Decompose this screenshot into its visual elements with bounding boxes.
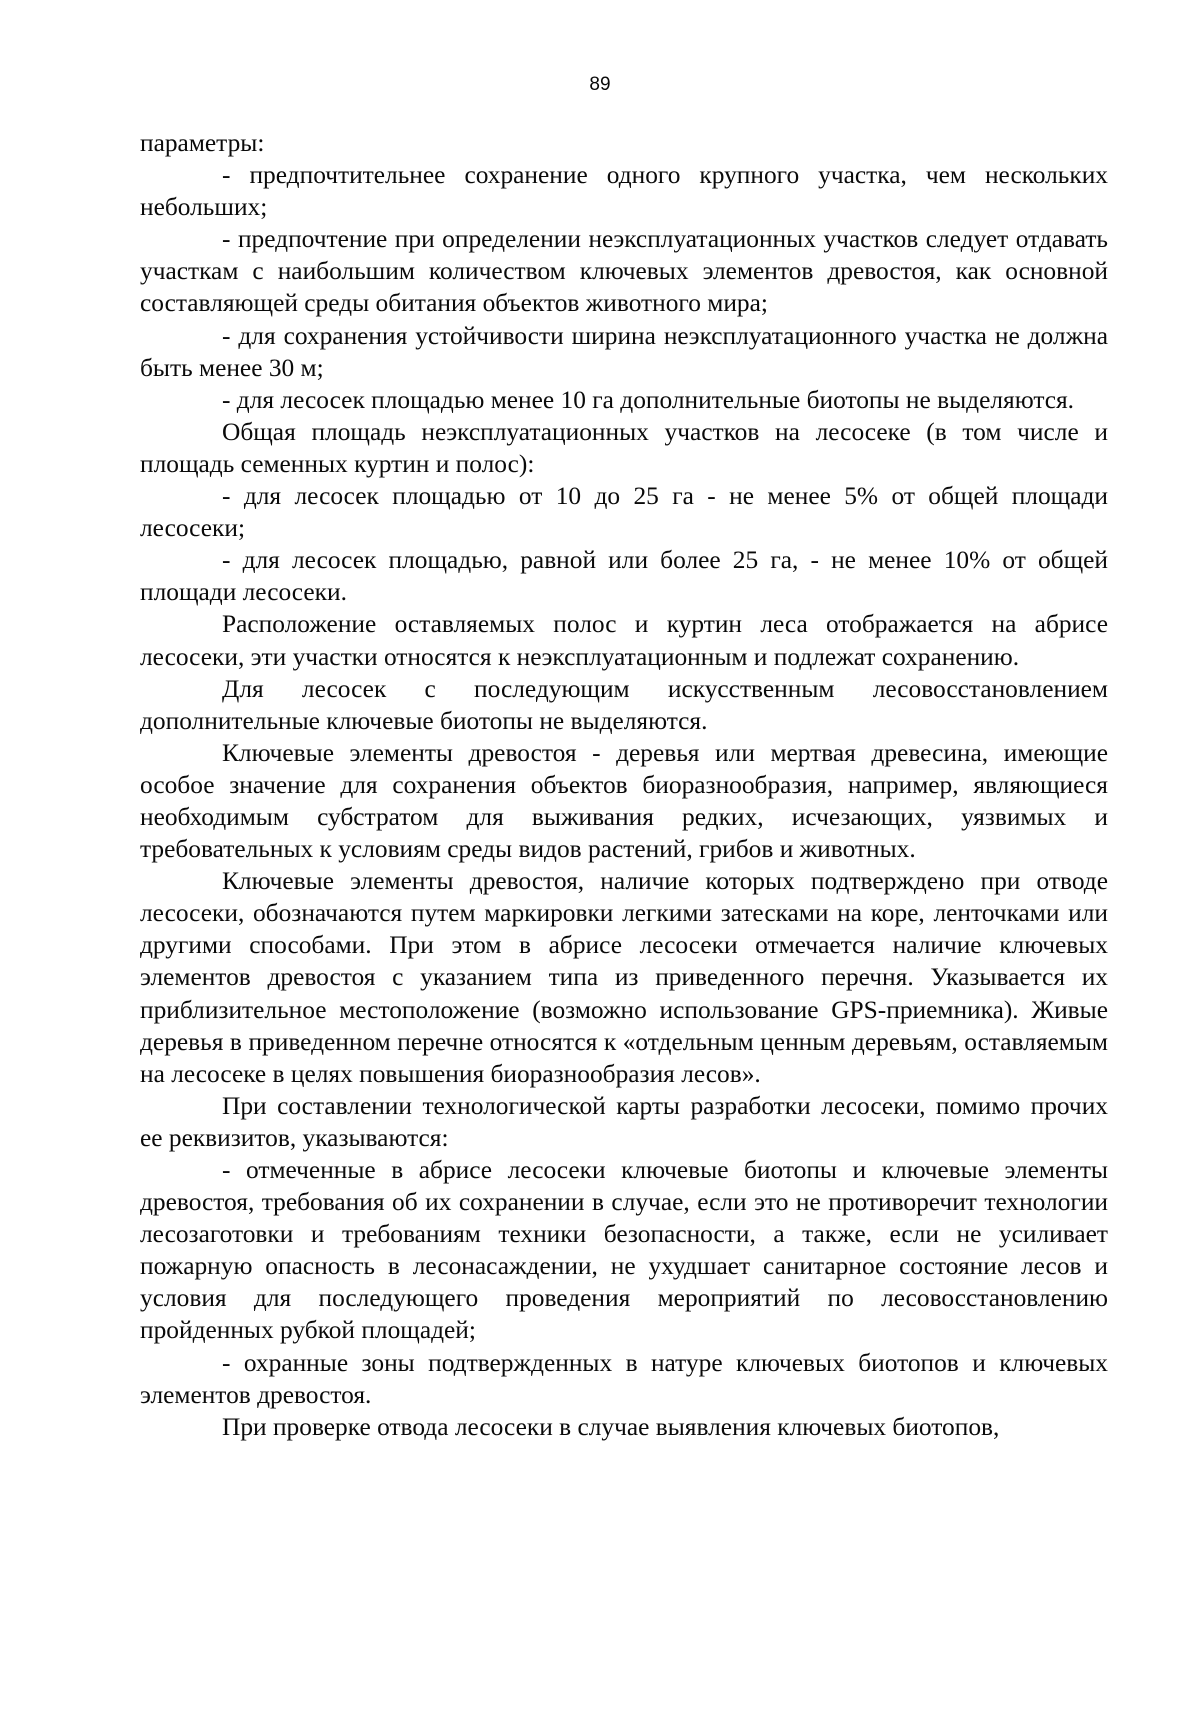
- paragraph-strips-location: Расположение оставляемых полос и куртин леса отображается на абрисе лесосеки, эти участки относятся к неэксплуатационным и подлежат сохранению.: [140, 610, 1108, 671]
- document-body: [140, 127, 1108, 1443]
- page-number: 89: [589, 74, 611, 95]
- list-item-min-width: - для сохранения устойчивости ширина неэксплуатационного участка не должна быть менее 30 м;: [140, 321, 1108, 382]
- list-item-large-plot: - предпочтительнее сохранение одного крупного участка, чем нескольких небольших;: [140, 161, 1108, 222]
- paragraph-allotment-check: При проверке отвода лесосеки в случае выявления ключевых биотопов,: [222, 1412, 1000, 1441]
- paragraph-technological-map: При составлении технологической карты разработки лесосеки, помимо прочих ее реквизитов, указываются:: [140, 1091, 1108, 1152]
- list-item-marked-biotopes: - отмеченные в абрисе лесосеки ключевые биотопы и ключевые элементы древостоя, требования об их сохранении в случае, если это не противоречит технологии лесозаготовки и требованиям техники безопасности, а также, если не усиливает пожарную опасность в лесонасаждении, не ухудшает санитарное состояние лесов и условия для последующего проведения мероприятий по лесовосстановлению пройденных рубкой площадей;: [140, 1156, 1108, 1345]
- paragraph-key-elements-definition: Ключевые элементы древостоя - деревья или мертвая древесина, имеющие особое значение для сохранения объектов биоразнообразия, например, являющиеся необходимым субстратом для выживания редких, исчезающих, уязвимых и требовательных к условиям среды видов растений, грибов и животных.: [140, 738, 1108, 864]
- list-item-protection-zones: - охранные зоны подтвержденных в натуре ключевых биотопов и ключевых элементов древостоя.: [140, 1348, 1108, 1409]
- list-item-key-elements-priority: - предпочтение при определении неэксплуатационных участков следует отдавать участкам с наибольшим количеством ключевых элементов древостоя, как основной составляющей среды обитания объектов животного мира;: [140, 225, 1108, 318]
- paragraph-total-area: Общая площадь неэксплуатационных участков на лесосеке (в том числе и площадь семенных куртин и полос):: [140, 417, 1108, 478]
- list-item-area-over-25: - для лесосек площадью, равной или более 25 га, - не менее 10% от общей площади лесосеки.: [140, 546, 1108, 607]
- paragraph-key-elements-marking: Ключевые элементы древостоя, наличие которых подтверждено при отводе лесосеки, обозначаются путем маркировки легкими затесками на коре, ленточками или другими способами. При этом в абрисе лесосеки отмечается наличие ключевых элементов древостоя с указанием типа из приведенного перечня. Указывается их приблизительное местоположение (возможно использование GPS-приемника). Живые деревья в приведенном перечне относятся к «отдельным ценным деревьям, оставляемым на лесосеке в целях повышения биоразнообразия лесов».: [140, 867, 1108, 1088]
- paragraph-artificial-reforestation: Для лесосек с последующим искусственным лесовосстановлением дополнительные ключевые биотопы не выделяются.: [140, 674, 1108, 735]
- list-item-area-10-25: - для лесосек площадью от 10 до 25 га - не менее 5% от общей площади лесосеки;: [140, 482, 1108, 543]
- list-item-small-cutting-areas: - для лесосек площадью менее 10 га дополнительные биотопы не выделяются.: [222, 385, 1075, 414]
- paragraph-parameters-heading: параметры:: [140, 129, 265, 157]
